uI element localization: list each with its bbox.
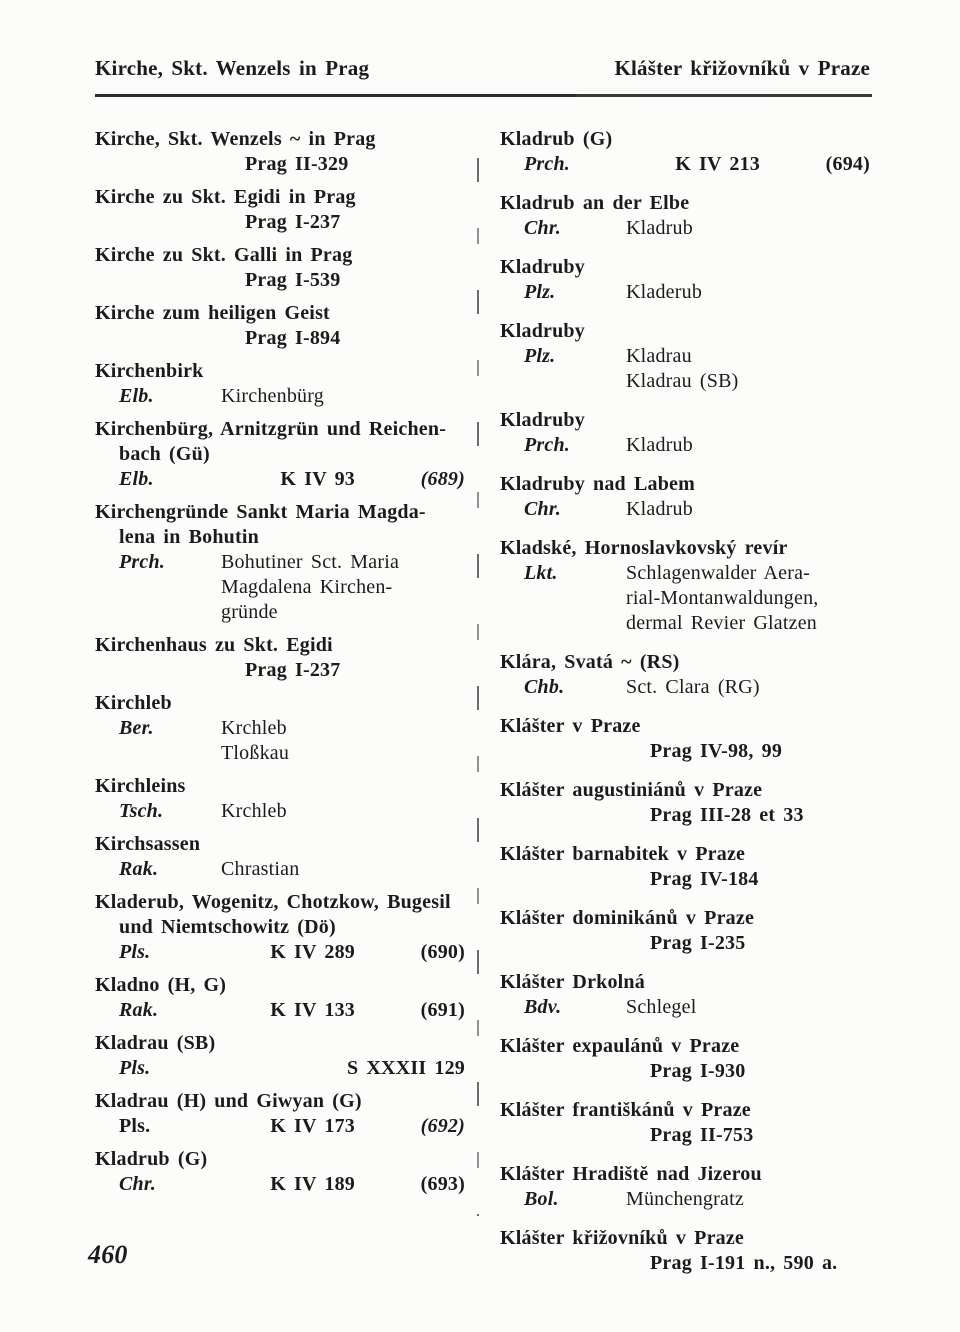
index-entry xyxy=(95,359,465,409)
entry-reference-row xyxy=(500,561,870,636)
entry-region-abbr: Pls. xyxy=(119,1115,151,1137)
index-columns xyxy=(0,127,960,1290)
entry-reference-row xyxy=(500,995,870,1020)
entry-cross-reference-block xyxy=(626,561,870,636)
entry-archive-code: K IV 289 xyxy=(270,941,355,963)
entry-region-abbr: Tsch. xyxy=(119,800,164,822)
entry-headword-line: Kladrau (SB) xyxy=(95,1032,216,1054)
entry-record-number: (689) xyxy=(420,468,465,490)
index-entry xyxy=(500,906,870,956)
entry-reference-row xyxy=(95,998,465,1023)
index-entry xyxy=(500,1034,870,1084)
entry-headword-line: Kirche zu Skt. Egidi in Prag xyxy=(95,186,356,208)
entry-record-number: (694) xyxy=(825,153,870,175)
entry-headword-line: Kirchenbirk xyxy=(95,360,204,382)
entry-cross-reference: Schlegel xyxy=(626,996,697,1018)
entry-page-ref: Prag II-329 xyxy=(245,153,349,175)
entry-headword-line: bach (Gü) xyxy=(119,443,210,465)
entry-region-abbr: Bol. xyxy=(524,1188,559,1210)
entry-headword-line: Kirche zum heiligen Geist xyxy=(95,302,330,324)
entry-archive-code: K IV 133 xyxy=(270,999,355,1021)
entry-reference-row xyxy=(500,216,870,241)
entry-headword-line: Kirchengründe Sankt Maria Magda- xyxy=(95,501,426,523)
entry-headword-line: Kladrub an der Elbe xyxy=(500,192,690,214)
entry-cross-reference-block xyxy=(626,497,870,522)
index-entry xyxy=(500,650,870,700)
entry-headword-line: Kirchleins xyxy=(95,775,186,797)
entry-cross-reference: gründe xyxy=(221,601,278,623)
entry-headword-line: Kladrub (G) xyxy=(95,1148,208,1170)
entry-cross-reference: Schlagenwalder Aera- xyxy=(626,562,811,584)
entry-headword-line: Kladrau (H) und Giwyan (G) xyxy=(95,1090,362,1112)
entry-reference-row xyxy=(500,675,870,700)
entry-headword-line: Kirchenbürg, Arnitzgrün und Reichen- xyxy=(95,418,447,440)
index-entry xyxy=(500,1226,870,1276)
entry-region-abbr: Prch. xyxy=(524,153,570,175)
entry-reference-row xyxy=(95,1172,465,1197)
entry-region-abbr: Bdv. xyxy=(524,996,562,1018)
entry-cross-reference: Krchleb xyxy=(221,800,287,822)
index-entry xyxy=(500,1162,870,1212)
entry-code-group xyxy=(270,940,465,965)
index-entry xyxy=(95,1031,465,1081)
entry-region-abbr: Pls. xyxy=(119,941,151,963)
entry-cross-reference-block xyxy=(221,550,465,625)
entry-headword-line: und Niemtschowitz (Dö) xyxy=(119,916,336,938)
index-entry xyxy=(95,185,465,235)
index-entry xyxy=(500,536,870,636)
entry-archive-code: K IV 173 xyxy=(270,1115,355,1137)
entry-region-abbr: Chr. xyxy=(524,217,561,239)
entry-region-abbr: Chr. xyxy=(524,498,561,520)
entry-headword-line: Klášter Hradiště nad Jizerou xyxy=(500,1163,762,1185)
entry-cross-reference: Tloßkau xyxy=(221,742,290,764)
entry-cross-reference-block xyxy=(626,216,870,241)
entry-headword-line: Kladské, Hornoslavkovský revír xyxy=(500,537,788,559)
entry-reference-row xyxy=(95,857,465,882)
index-entry xyxy=(500,191,870,241)
entry-cross-reference-block xyxy=(626,344,870,394)
column-left xyxy=(95,127,465,1290)
entry-page-ref: Prag I-235 xyxy=(650,932,746,954)
index-entry xyxy=(500,778,870,828)
entry-page-ref: Prag I-539 xyxy=(245,269,341,291)
entry-region-abbr: Prch. xyxy=(119,551,165,573)
entry-cross-reference: Sct. Clara (RG) xyxy=(626,676,760,698)
header-title-left: Kirche, Skt. Wenzels in Prag xyxy=(95,56,370,80)
entry-reference-row xyxy=(95,940,465,965)
entry-reference-row xyxy=(95,716,465,766)
entry-headword-line: Klára, Svatá ~ (RS) xyxy=(500,651,680,673)
entry-reference-row xyxy=(95,1056,465,1081)
entry-reference-row xyxy=(500,1187,870,1212)
entry-cross-reference-block xyxy=(626,675,870,700)
entry-headword-line: Kladerub, Wogenitz, Chotzkow, Bugesil xyxy=(95,891,451,913)
entry-reference-row xyxy=(95,550,465,625)
index-entry xyxy=(95,1089,465,1139)
index-entry xyxy=(500,714,870,764)
entry-reference-row xyxy=(95,799,465,824)
entry-cross-reference: Krchleb xyxy=(221,717,287,739)
entry-cross-reference-block xyxy=(626,433,870,458)
entry-region-abbr: Rak. xyxy=(119,858,159,880)
entry-reference-row xyxy=(95,467,465,492)
entry-cross-reference-block xyxy=(221,799,465,824)
entry-archive-code: K IV 213 xyxy=(675,153,760,175)
entry-headword-line: Kladruby xyxy=(500,409,585,431)
entry-cross-reference: Kladrub xyxy=(626,434,693,456)
entry-headword-line: Kladruby nad Labem xyxy=(500,473,695,495)
entry-cross-reference-block xyxy=(221,716,465,766)
entry-cross-reference: Magdalena Kirchen- xyxy=(221,576,393,598)
entry-cross-reference: Kladerub xyxy=(626,281,703,303)
index-entry xyxy=(95,127,465,177)
entry-record-number: (692) xyxy=(420,1115,465,1137)
index-entry xyxy=(500,970,870,1020)
header-rule xyxy=(95,94,872,97)
index-entry xyxy=(95,1147,465,1197)
entry-code-group xyxy=(675,152,870,177)
entry-cross-reference: rial-Montanwaldungen, xyxy=(626,587,819,609)
entry-reference-row xyxy=(500,344,870,394)
column-separator-dashed-rule xyxy=(477,158,479,1216)
index-entry xyxy=(95,691,465,766)
index-entry xyxy=(95,774,465,824)
index-entry xyxy=(500,472,870,522)
entry-headword-line: Klášter v Praze xyxy=(500,715,641,737)
entry-code-group xyxy=(270,998,465,1023)
entry-page-ref: Prag I-191 n., 590 a. xyxy=(650,1252,838,1274)
entry-archive-code: K IV 93 xyxy=(280,468,355,490)
entry-code-group xyxy=(270,1114,465,1139)
index-entry xyxy=(95,417,465,492)
entry-cross-reference: Kladrau (SB) xyxy=(626,370,739,392)
entry-headword-line: Klášter františkánů v Praze xyxy=(500,1099,751,1121)
entry-cross-reference: Kladrub xyxy=(626,217,693,239)
index-entry xyxy=(95,301,465,351)
entry-cross-reference-block xyxy=(626,280,870,305)
entry-cross-reference-block xyxy=(221,857,465,882)
index-entry xyxy=(95,832,465,882)
entry-cross-reference: dermal Revier Glatzen xyxy=(626,612,817,634)
entry-headword-line: Klášter augustiniánů v Praze xyxy=(500,779,763,801)
entry-cross-reference: Bohutiner Sct. Maria xyxy=(221,551,400,573)
column-right xyxy=(500,127,870,1290)
entry-region-abbr: Pls. xyxy=(119,1057,151,1079)
entry-page-ref: Prag IV-98, 99 xyxy=(650,740,783,762)
entry-reference-row xyxy=(500,280,870,305)
entry-region-abbr: Elb. xyxy=(119,468,154,490)
entry-region-abbr: Rak. xyxy=(119,999,159,1021)
entry-headword-line: Kladruby xyxy=(500,256,585,278)
index-entry xyxy=(500,408,870,458)
index-entry xyxy=(95,243,465,293)
entry-cross-reference: Chrastian xyxy=(221,858,300,880)
index-entry xyxy=(500,1098,870,1148)
index-entry xyxy=(95,500,465,625)
entry-reference-row xyxy=(500,497,870,522)
entry-page-ref: Prag I-894 xyxy=(245,327,341,349)
entry-region-abbr: Lkt. xyxy=(524,562,558,584)
entry-headword-line: Kladruby xyxy=(500,320,585,342)
entry-headword-line: Kirche, Skt. Wenzels ~ in Prag xyxy=(95,128,376,150)
header-title-right: Klášter křižovníků v Praze xyxy=(614,56,870,80)
entry-headword-line: Kladrub (G) xyxy=(500,128,613,150)
entry-cross-reference: Kirchenbürg xyxy=(221,385,324,407)
entry-region-abbr: Prch. xyxy=(524,434,570,456)
entry-region-abbr: Chr. xyxy=(119,1173,156,1195)
entry-page-ref: Prag III-28 et 33 xyxy=(650,804,804,826)
entry-code-group xyxy=(347,1056,465,1081)
entry-headword-line: Klášter expaulánů v Praze xyxy=(500,1035,740,1057)
index-entry xyxy=(95,973,465,1023)
entry-cross-reference-block xyxy=(626,1187,870,1212)
index-entry xyxy=(500,255,870,305)
entry-cross-reference-block xyxy=(626,995,870,1020)
entry-page-ref: Prag I-930 xyxy=(650,1060,746,1082)
entry-region-abbr: Chb. xyxy=(524,676,565,698)
entry-headword-line: Kirchleb xyxy=(95,692,172,714)
entry-region-abbr: Plz. xyxy=(524,345,556,367)
entry-headword-line: Klášter Drkolná xyxy=(500,971,645,993)
index-entry xyxy=(95,890,465,965)
entry-record-number: (690) xyxy=(420,941,465,963)
index-entry xyxy=(500,127,870,177)
entry-page-ref: Prag I-237 xyxy=(245,659,341,681)
entry-archive-code: K IV 189 xyxy=(270,1173,355,1195)
entry-code-group xyxy=(280,467,465,492)
entry-page-ref: Prag IV-184 xyxy=(650,868,759,890)
index-entry xyxy=(500,319,870,394)
entry-headword-line: lena in Bohutin xyxy=(119,526,259,548)
entry-reference-row xyxy=(95,1114,465,1139)
index-entry xyxy=(95,633,465,683)
entry-headword-line: Kirche zu Skt. Galli in Prag xyxy=(95,244,353,266)
entry-region-abbr: Ber. xyxy=(119,717,154,739)
entry-cross-reference-block xyxy=(221,384,465,409)
entry-cross-reference: Kladrau xyxy=(626,345,692,367)
entry-headword-line: Kladno (H, G) xyxy=(95,974,227,996)
index-entry xyxy=(500,842,870,892)
entry-headword-line: Klášter dominikánů v Praze xyxy=(500,907,755,929)
entry-reference-row xyxy=(500,152,870,177)
entry-record-number: (691) xyxy=(420,999,465,1021)
entry-headword-line: Klášter křižovníků v Praze xyxy=(500,1227,744,1249)
entry-reference-row xyxy=(500,433,870,458)
entry-page-ref: Prag I-237 xyxy=(245,211,341,233)
entry-code-group xyxy=(270,1172,465,1197)
entry-region-abbr: Elb. xyxy=(119,385,154,407)
entry-reference-row xyxy=(95,384,465,409)
entry-archive-code: S XXXII 129 xyxy=(347,1057,465,1079)
entry-headword-line: Klášter barnabitek v Praze xyxy=(500,843,746,865)
running-header xyxy=(0,0,960,81)
page-number: 460 xyxy=(88,1240,128,1269)
entry-record-number: (693) xyxy=(420,1173,465,1195)
entry-cross-reference: Kladrub xyxy=(626,498,693,520)
entry-headword-line: Kirchenhaus zu Skt. Egidi xyxy=(95,634,333,656)
entry-page-ref: Prag II-753 xyxy=(650,1124,754,1146)
entry-headword-line: Kirchsassen xyxy=(95,833,201,855)
entry-region-abbr: Plz. xyxy=(524,281,556,303)
entry-cross-reference: Münchengratz xyxy=(626,1188,744,1210)
